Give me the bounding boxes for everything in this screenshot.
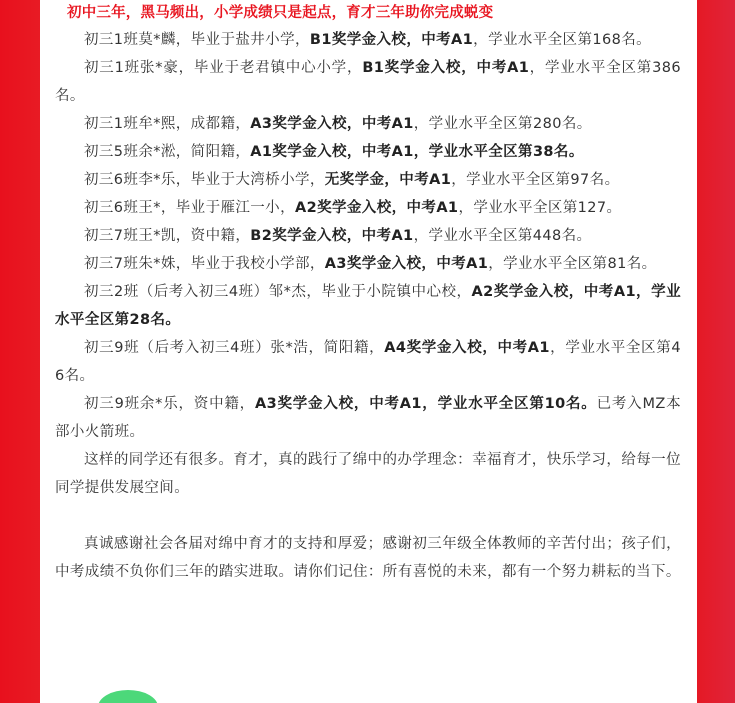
student-paragraph [55, 110, 681, 138]
student-paragraph [55, 166, 681, 194]
separator: ， [488, 256, 504, 272]
exam-result: 中考A1 [583, 284, 636, 300]
separator: ， [451, 172, 467, 188]
student-intro: 初三9班（后考入初三4班）张*浩，简阳籍， [84, 340, 385, 356]
separator: ， [384, 172, 400, 188]
separator: ， [549, 340, 566, 356]
student-intro: 初三7班王*凯，资中籍， [84, 228, 251, 244]
separator: ， [473, 32, 489, 48]
separator: ， [635, 284, 652, 300]
exam-result: 中考A1 [361, 228, 414, 244]
district-rank: 学业水平全区第386名。 [55, 60, 681, 104]
exam-result: 中考A1 [399, 172, 452, 188]
scholarship-label: A3奖学金入校 [250, 116, 347, 132]
district-rank: 学业水平全区第46名。 [55, 340, 681, 384]
exam-result: 中考A1 [361, 116, 414, 132]
student-paragraph [55, 390, 681, 446]
student-paragraph [55, 250, 681, 278]
student-paragraph [55, 138, 681, 166]
separator: ， [421, 396, 438, 412]
student-paragraph [55, 26, 681, 54]
student-paragraph [55, 194, 681, 222]
separator: ， [413, 116, 429, 132]
scholarship-label: A4奖学金入校 [384, 340, 483, 356]
student-intro: 初三5班余*淞，简阳籍， [84, 144, 251, 160]
scholarship-label: A3奖学金入校 [254, 396, 354, 412]
article-content [55, 0, 681, 586]
exam-result: 中考A1 [421, 32, 474, 48]
district-rank: 学业水平全区第38名。 [428, 144, 584, 160]
summary-paragraph: 这样的同学还有很多。育才，真的践行了绵中的办学理念：幸福育才，快乐学习，给每一位同学提供发展空间。 [55, 452, 681, 496]
separator: ， [413, 228, 429, 244]
separator: ， [353, 396, 370, 412]
district-rank: 学业水平全区第448名。 [428, 228, 592, 244]
separator: ， [458, 200, 474, 216]
student-intro: 初三6班李*乐，毕业于大湾桥小学， [84, 172, 325, 188]
district-rank: 学业水平全区第127。 [473, 200, 622, 216]
separator: ， [346, 228, 362, 244]
student-intro: 初三1班莫*麟，毕业于盐井小学， [84, 32, 310, 48]
left-red-border [0, 0, 40, 703]
student-intro: 初三1班张*豪，毕业于老君镇中心小学， [84, 60, 363, 76]
paragraph-gap [55, 502, 681, 530]
scholarship-label: B1奖学金入校 [309, 32, 407, 48]
student-paragraph [55, 222, 681, 250]
exam-result: 中考A1 [497, 340, 550, 356]
separator: ， [529, 60, 545, 76]
district-rank: 学业水平全区第280名。 [428, 116, 592, 132]
student-note: 已考入MZ本部小火箭班。 [55, 396, 681, 440]
separator: ， [406, 32, 422, 48]
exam-result: 中考A1 [476, 60, 530, 76]
green-bubble-decoration [98, 690, 158, 703]
exam-result: 中考A1 [361, 144, 414, 160]
headline: 初中三年，黑马频出，小学成绩只是起点，育才三年助你完成蜕变 [67, 5, 494, 21]
scholarship-label: A2奖学金入校 [471, 284, 569, 300]
scholarship-label: B2奖学金入校 [250, 228, 347, 244]
separator: ， [346, 144, 362, 160]
separator: ， [568, 284, 584, 300]
scholarship-label: A1奖学金入校 [250, 144, 347, 160]
thanks-paragraph: 真诚感谢社会各届对绵中育才的支持和厚爱；感谢初三年级全体教师的辛苦付出；孩子们，中考成绩不负你们三年的踏实进取。请你们记住：所有喜悦的未来，都有一个努力耕耘的当下。 [55, 536, 681, 580]
student-intro: 初三9班余*乐，资中籍， [84, 396, 255, 412]
student-paragraph [55, 278, 681, 334]
exam-result: 中考A1 [406, 200, 459, 216]
student-intro: 初三2班（后考入初三4班）邹*杰，毕业于小院镇中心校， [84, 284, 472, 300]
scholarship-label: B1奖学金入校 [362, 60, 462, 76]
article-panel [40, 0, 697, 703]
separator: ， [413, 144, 429, 160]
district-rank: 学业水平全区第97名。 [466, 172, 620, 188]
exam-result: 中考A1 [436, 256, 489, 272]
separator: ， [461, 60, 477, 76]
district-rank: 学业水平全区第168名。 [488, 32, 652, 48]
separator: ， [346, 116, 362, 132]
district-rank: 学业水平全区第28名。 [55, 284, 681, 328]
student-paragraph [55, 334, 681, 390]
scholarship-label: A2奖学金入校 [294, 200, 392, 216]
student-list [55, 26, 681, 446]
separator: ， [482, 340, 498, 356]
separator: ， [391, 200, 407, 216]
scholarship-label: A3奖学金入校 [324, 256, 422, 272]
scholarship-label: 无奖学金 [324, 172, 385, 188]
right-red-border [697, 0, 735, 703]
exam-result: 中考A1 [369, 396, 422, 412]
student-paragraph [55, 54, 681, 110]
student-intro: 初三1班牟*熙，成都籍， [84, 116, 251, 132]
district-rank: 学业水平全区第10名。 [437, 396, 597, 412]
district-rank: 学业水平全区第81名。 [503, 256, 657, 272]
separator: ， [421, 256, 437, 272]
student-intro: 初三7班朱*姝，毕业于我校小学部， [84, 256, 325, 272]
student-intro: 初三6班王*，毕业于雁江一小， [84, 200, 295, 216]
